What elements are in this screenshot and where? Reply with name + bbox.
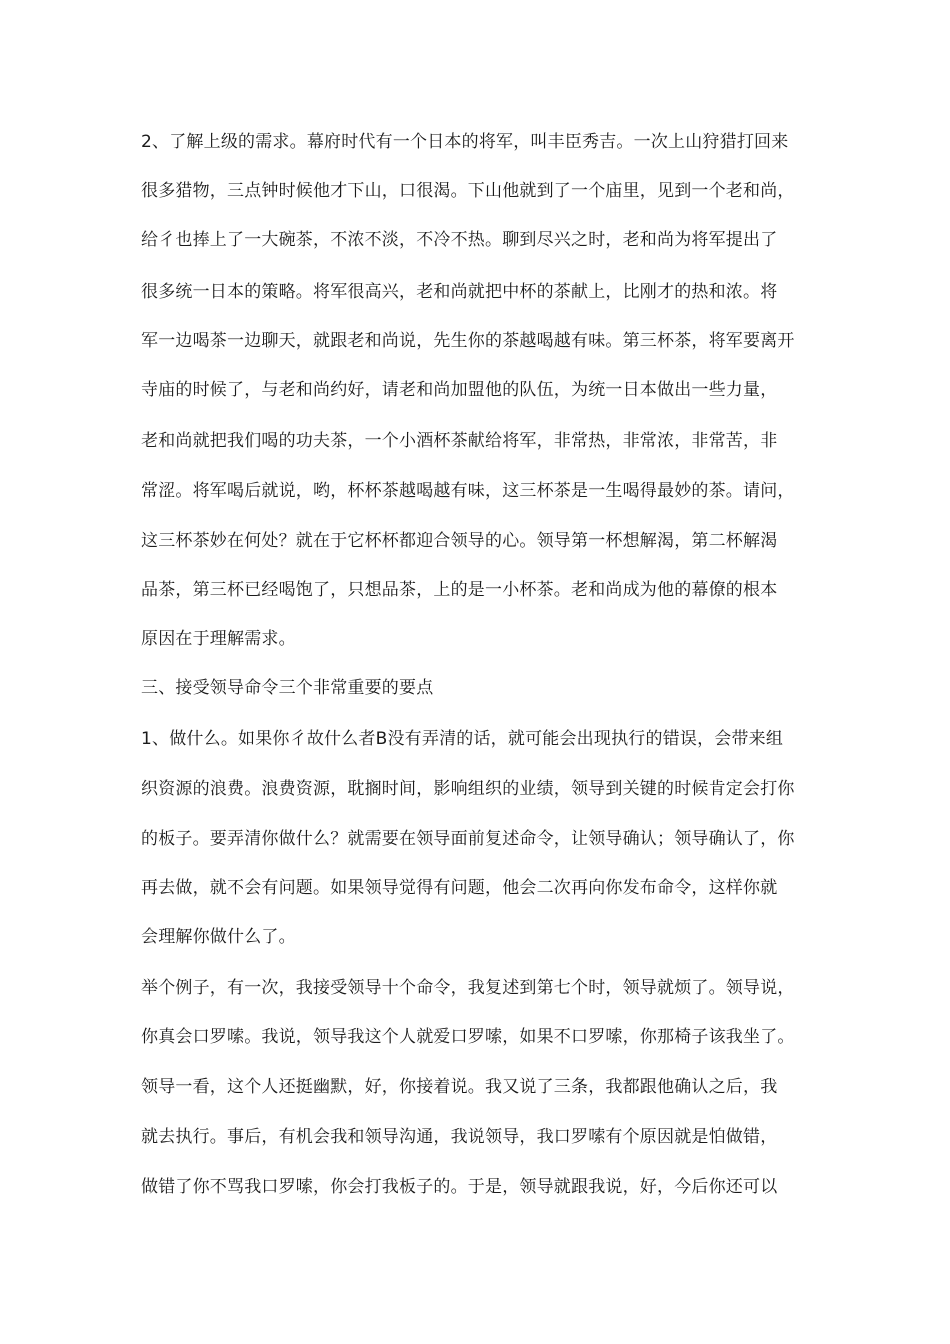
text-line: 很多猎物，三点钟时候他才下山，口很渴。下山他就到了一个庙里，见到一个老和尚， — [141, 181, 795, 201]
text-line: 再去做，就不会有问题。如果领导觉得有问题，他会二次再向你发布命令，这样你就 — [141, 878, 778, 898]
text-line: 会理解你做什么了。 — [141, 927, 296, 947]
text-line: 常涩。将军喝后就说，哟，杯杯茶越喝越有味，这三杯茶是一生喝得最妙的茶。请问， — [141, 481, 795, 501]
text-line: 的板子。要弄清你做什么？就需要在领导面前复述命令，让领导确认；领导确认了，你 — [141, 829, 795, 849]
text-line: 很多统一日本的策略。将军很高兴，老和尚就把中杯的茶献上，比刚才的热和浓。将 — [141, 282, 778, 302]
text-line: 你真会口罗嗦。我说，领导我这个人就爱口罗嗦，如果不口罗嗦，你那椅子该我坐了。 — [141, 1027, 795, 1047]
text-line: 领导一看，这个人还挺幽默，好，你接着说。我又说了三条，我都跟他确认之后，我 — [141, 1077, 778, 1097]
text-line: 就去执行。事后，有机会我和领导沟通，我说领导，我口罗嗦有个原因就是怕做错， — [141, 1127, 778, 1147]
text-line: 举个例子，有一次，我接受领导十个命令，我复述到第七个时，领导就烦了。领导说， — [141, 978, 795, 998]
text-line: 老和尚就把我们喝的功夫茶，一个小酒杯茶献给将军，非常热，非常浓，非常苦，非 — [141, 431, 778, 451]
text-line: 原因在于理解需求。 — [141, 629, 296, 649]
text-line: 2、了解上级的需求。幕府时代有一个日本的将军，叫丰臣秀吉。一次上山狩猎打回来 — [141, 132, 789, 152]
text-line: 1、做什么。如果你彳故什么者B没有弄清的话，就可能会出现执行的错误，会带来组 — [141, 729, 784, 749]
section-heading: 三、接受领导命令三个非常重要的要点 — [141, 678, 434, 698]
text-line: 给彳也捧上了一大碗茶，不浓不淡，不冷不热。聊到尽兴之时，老和尚为将军提出了 — [141, 230, 778, 250]
text-line: 寺庙的时候了，与老和尚约好，请老和尚加盟他的队伍，为统一日本做出一些力量， — [141, 380, 778, 400]
text-line: 织资源的浪费。浪费资源，耽搁时间，影响组织的业绩，领导到关键的时候肯定会打你 — [141, 779, 795, 799]
text-line: 这三杯茶妙在何处？就在于它杯杯都迎合领导的心。领导第一杯想解渴，第二杯解渴 — [141, 531, 778, 551]
text-line: 品茶，第三杯已经喝饱了，只想品茶，上的是一小杯茶。老和尚成为他的幕僚的根本 — [141, 580, 778, 600]
text-line: 军一边喝茶一边聊天，就跟老和尚说，先生你的茶越喝越有味。第三杯茶，将军要离开 — [141, 331, 795, 351]
text-line: 做错了你不骂我口罗嗦，你会打我板子的。于是，领导就跟我说，好，今后你还可以 — [141, 1177, 778, 1197]
